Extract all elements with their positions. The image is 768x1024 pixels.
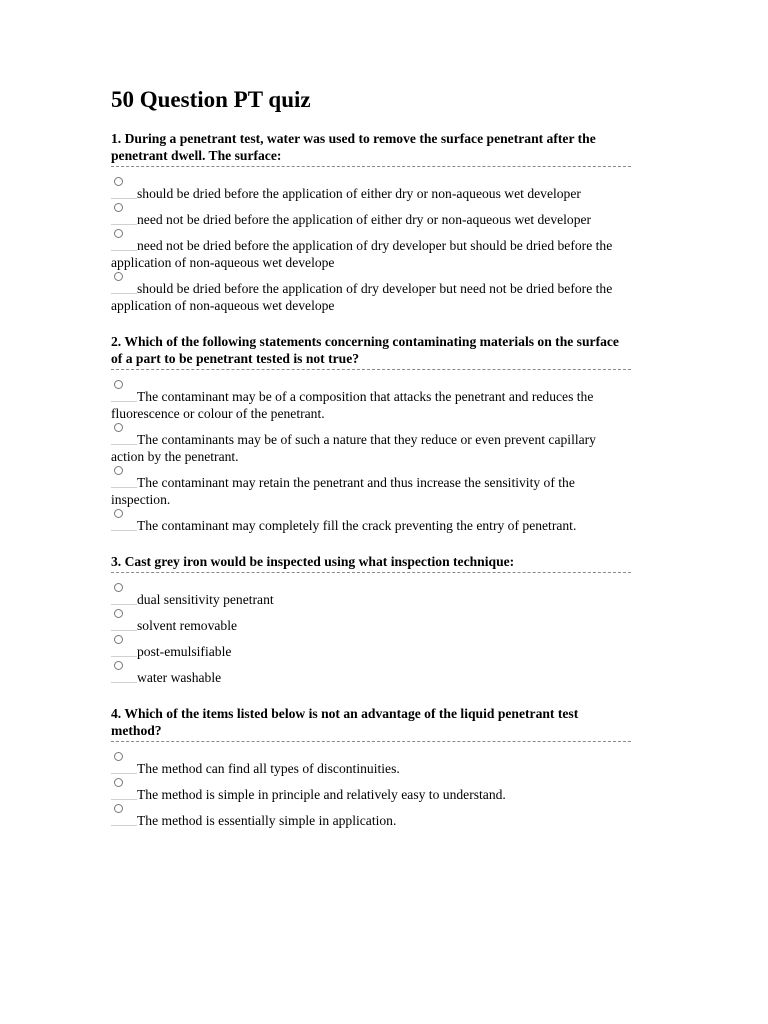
answer-option[interactable] — [111, 474, 621, 508]
option-label: The method can find all types of discontinuities. — [137, 761, 400, 776]
option-label: The method is simple in principle and relatively easy to understand. — [137, 787, 506, 802]
question-3 — [111, 553, 631, 686]
page-title: 50 Question PT quiz — [111, 87, 311, 112]
answer-option[interactable] — [111, 280, 621, 314]
option-label: The contaminant may be of a composition that attacks the penetrant and reduces the fluorescence or colour of the penetrant. — [111, 389, 594, 421]
question-1 — [111, 130, 631, 314]
option-label: should be dried before the application of dry developer but need not be dried before the application of non-aqueous wet develope — [111, 281, 613, 313]
answer-option[interactable] — [111, 591, 621, 608]
radio-button[interactable] — [111, 432, 137, 444]
question-text: 4. Which of the items listed below is not an advantage of the liquid penetrant test method? — [111, 705, 631, 742]
radio-button[interactable] — [111, 618, 137, 630]
answer-option[interactable] — [111, 211, 621, 228]
radio-button[interactable] — [111, 281, 137, 293]
option-label: should be dried before the application of either dry or non-aqueous wet developer — [137, 186, 581, 201]
question-options — [111, 167, 631, 314]
option-label: post-emulsifiable — [137, 644, 232, 659]
answer-option[interactable] — [111, 786, 621, 803]
option-label: The method is essentially simple in application. — [137, 813, 397, 828]
answer-option[interactable] — [111, 431, 621, 465]
radio-button[interactable] — [111, 238, 137, 250]
answer-option[interactable] — [111, 617, 621, 634]
option-label: The contaminant may retain the penetrant and thus increase the sensitivity of the inspection. — [111, 475, 575, 507]
radio-button[interactable] — [111, 212, 137, 224]
radio-button[interactable] — [111, 670, 137, 682]
answer-option[interactable] — [111, 388, 621, 422]
option-label: water washable — [137, 670, 222, 685]
question-options — [111, 370, 631, 534]
answer-option[interactable] — [111, 760, 621, 777]
question-options — [111, 573, 631, 686]
answer-option[interactable] — [111, 517, 621, 534]
radio-button[interactable] — [111, 186, 137, 198]
radio-button[interactable] — [111, 389, 137, 401]
option-label: The contaminants may be of such a nature that they reduce or even prevent capillary action by the penetrant. — [111, 432, 596, 464]
option-label: solvent removable — [137, 618, 238, 633]
answer-option[interactable] — [111, 237, 621, 271]
option-label: The contaminant may completely fill the crack preventing the entry of penetrant. — [137, 518, 577, 533]
answer-option[interactable] — [111, 185, 621, 202]
answer-option[interactable] — [111, 643, 621, 660]
answer-option[interactable] — [111, 812, 621, 829]
radio-button[interactable] — [111, 475, 137, 487]
option-label: dual sensitivity penetrant — [137, 592, 274, 607]
radio-button[interactable] — [111, 644, 137, 656]
radio-button[interactable] — [111, 761, 137, 773]
answer-option[interactable] — [111, 669, 621, 686]
radio-button[interactable] — [111, 592, 137, 604]
radio-button[interactable] — [111, 813, 137, 825]
question-options — [111, 742, 631, 829]
option-label: need not be dried before the application of either dry or non-aqueous wet developer — [137, 212, 592, 227]
question-2 — [111, 333, 631, 534]
radio-button[interactable] — [111, 518, 137, 530]
question-text: 2. Which of the following statements concerning contaminating materials on the surface of a part to be penetrant tested is not true? — [111, 333, 631, 370]
question-text: 1. During a penetrant test, water was used to remove the surface penetrant after the penetrant dwell. The surface: — [111, 130, 631, 167]
radio-button[interactable] — [111, 787, 137, 799]
question-4 — [111, 705, 631, 829]
option-label: need not be dried before the application of dry developer but should be dried before the application of non-aqueous wet develope — [111, 238, 613, 270]
question-text: 3. Cast grey iron would be inspected using what inspection technique: — [111, 553, 631, 573]
